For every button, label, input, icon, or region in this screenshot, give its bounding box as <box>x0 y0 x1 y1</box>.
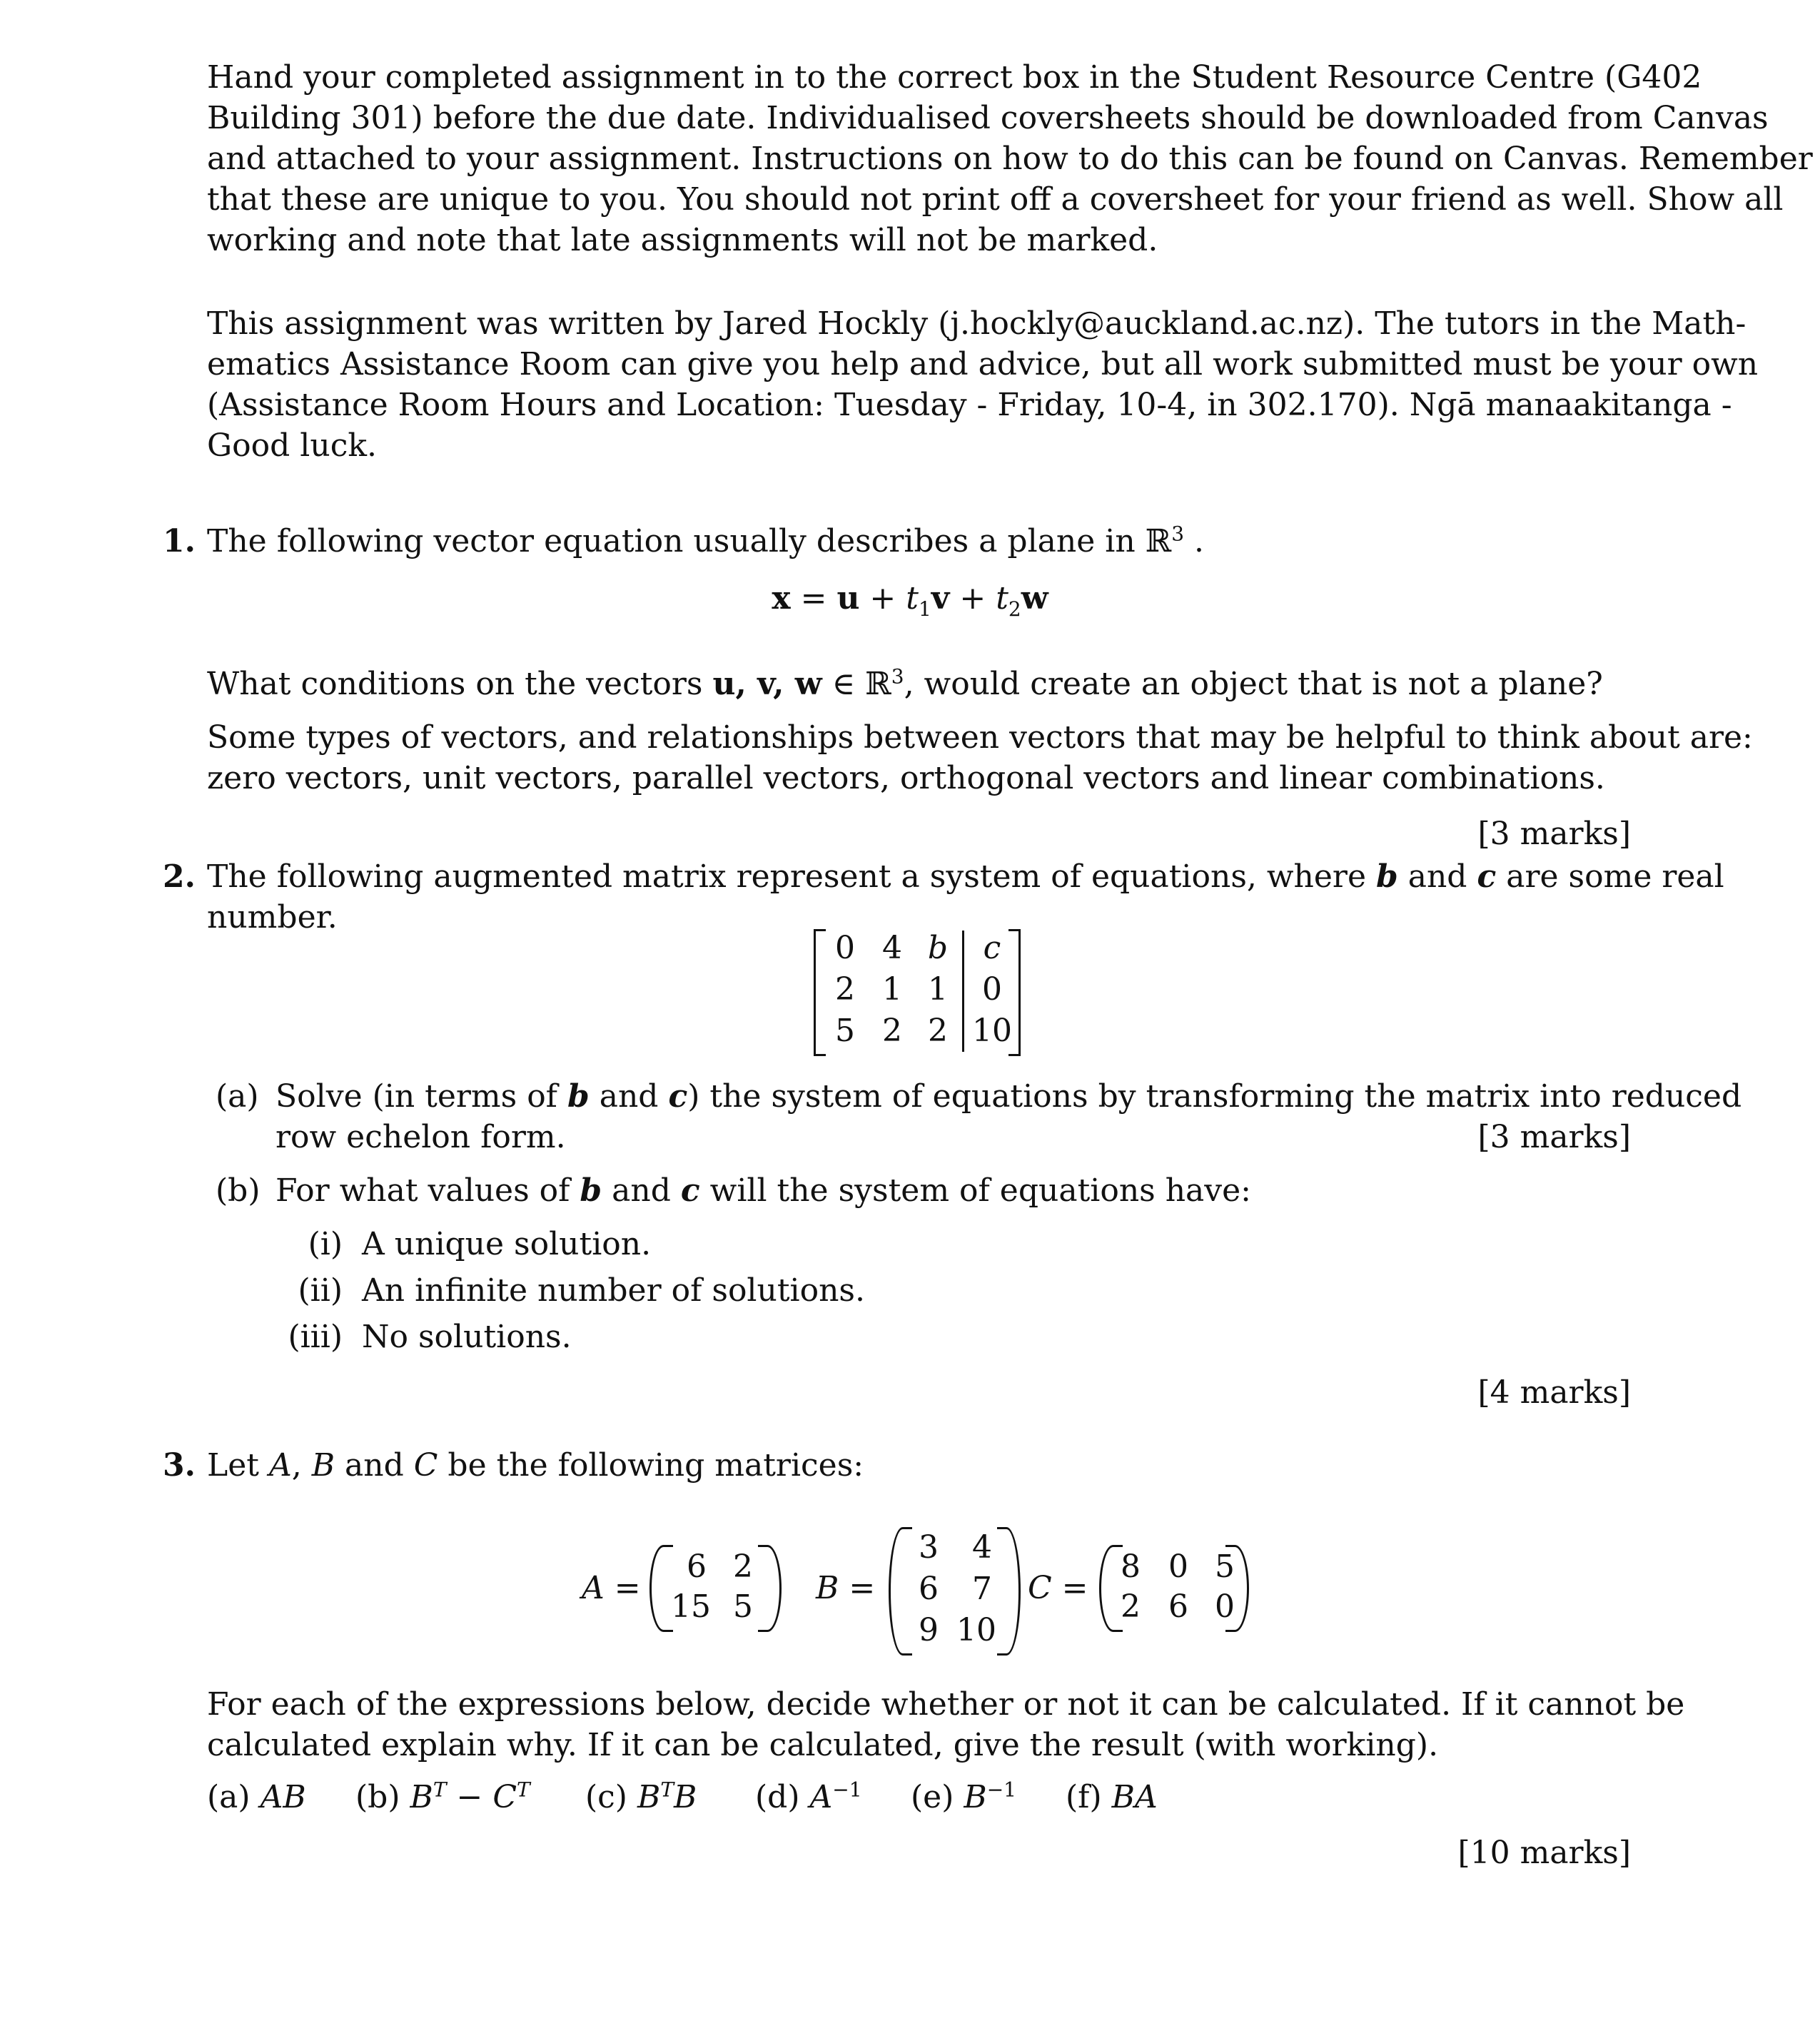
expr-label: (a) <box>207 1779 251 1815</box>
q1-cond-sup: 3 <box>891 664 904 689</box>
text-line: zero vectors, unit vectors, parallel vectors, orthogonal vectors and linear combinations. <box>207 760 1605 796</box>
q2b-label: (b) <box>216 1172 261 1209</box>
q3-stem-post: be the following matrices: <box>438 1447 864 1484</box>
matrix-cell: 10 <box>956 1612 996 1648</box>
expression-d <box>755 1777 862 1818</box>
matrix-cell: 0 <box>1168 1548 1188 1585</box>
question-1-conditions <box>207 664 1603 704</box>
text-line: Good luck. <box>207 427 377 464</box>
eq-plus: + <box>949 580 996 617</box>
matrix-cell: b <box>927 930 949 966</box>
matrix-cell: 15 <box>671 1588 711 1625</box>
eq-x: x <box>772 580 791 617</box>
question-2-stem <box>207 856 1724 938</box>
matrix-cell: 9 <box>919 1612 939 1648</box>
q2-var-c: c <box>1477 858 1497 895</box>
expr-rest: − C <box>446 1779 517 1815</box>
expr-main: BA <box>1111 1779 1158 1815</box>
text-line: and attached to your assignment. Instructions on how to do this can be found on Canvas. Remember <box>207 141 1813 177</box>
q2a-marks: [3 marks] <box>1477 1119 1631 1155</box>
matrix-cell: 1 <box>882 971 902 1008</box>
matrix-B <box>889 1527 1021 1656</box>
q2a-text <box>275 1076 1742 1157</box>
eq-v: v <box>931 580 950 617</box>
matrix-C <box>1099 1545 1249 1632</box>
matrix-B-label: B = <box>816 1570 876 1606</box>
matrix-cell: 4 <box>882 930 902 966</box>
q2b-and: and <box>602 1172 681 1209</box>
expr-main: AB <box>260 1779 306 1815</box>
text-line: For each of the expressions below, decide whether or not it can be calculated. If it cannot be <box>207 1686 1685 1723</box>
q2b-item-text: No solutions. <box>362 1319 572 1355</box>
expr-sup: T <box>660 1778 674 1802</box>
text-line: working and note that late assignments will not be marked. <box>207 222 1158 258</box>
q3-stem-pre: Let <box>207 1447 269 1484</box>
matrix-cell: 5 <box>1215 1548 1235 1585</box>
q2-stem-line <box>207 856 1724 897</box>
q2b-item-label: (ii) <box>298 1272 343 1309</box>
matrix-cell: 6 <box>1168 1588 1188 1625</box>
expr-rest: B <box>674 1779 697 1815</box>
q3-var-A: A <box>268 1447 292 1484</box>
expr-sup: T <box>433 1778 447 1802</box>
matrix-cell: 2 <box>882 1013 902 1049</box>
q2-var-b: b <box>1375 858 1398 895</box>
q1-cond-post: , would create an object that is not a plane? <box>904 666 1603 702</box>
left-paren <box>649 1545 673 1632</box>
matrix-cell: 7 <box>972 1571 992 1607</box>
matrix-cell: 6 <box>687 1548 707 1585</box>
text-line: Hand your completed assignment in to the correct box in the Student Resource Centre (G402 <box>207 59 1702 96</box>
eq-w: w <box>1021 580 1048 617</box>
expr-label: (c) <box>585 1779 627 1815</box>
eq-plus: + <box>859 580 906 617</box>
intro-paragraph-1 <box>207 57 1813 260</box>
matrix-cell: 2 <box>835 971 855 1008</box>
eq-t2-sub: 2 <box>1008 597 1021 621</box>
eq-t2: t <box>996 580 1008 617</box>
vector-equation <box>0 578 1820 619</box>
q2b-item-label: (i) <box>308 1226 343 1262</box>
expr-label: (b) <box>355 1779 400 1815</box>
q1-cond-in: ∈ ℝ <box>821 666 891 702</box>
expression-f <box>1066 1777 1158 1818</box>
matrix-cell: 5 <box>835 1013 855 1049</box>
augment-bar <box>962 931 964 1052</box>
matrix-cell: 10 <box>972 1013 1012 1049</box>
q2b-text <box>275 1170 1251 1211</box>
matrix-cell: 5 <box>733 1588 753 1625</box>
q1-stem-end: . <box>1184 523 1205 559</box>
question-2-marks: [4 marks] <box>1477 1374 1631 1411</box>
q2-stem-pre: The following augmented matrix represent a system of equations, where <box>207 858 1376 895</box>
text-line: ematics Assistance Room can give you help and advice, but all work submitted must be your own <box>207 346 1759 382</box>
matrix-cell: 2 <box>733 1548 753 1585</box>
expr-sup: −1 <box>986 1778 1016 1802</box>
text-line: This assignment was written by Jared Hockly (j.hockly@auckland.ac.nz). The tutors in the Math- <box>207 305 1746 342</box>
text-line: Some types of vectors, and relationships between vectors that may be helpful to think about are: <box>207 719 1753 756</box>
matrix-cell: 8 <box>1121 1548 1141 1585</box>
expression-e <box>911 1777 1016 1818</box>
q2b-item-text: A unique solution. <box>362 1226 652 1262</box>
text-line: calculated explain why. If it can be calculated, give the result (with working). <box>207 1727 1439 1763</box>
matrix-cell: 0 <box>1215 1588 1235 1625</box>
question-3-stem <box>207 1445 864 1486</box>
q1-stem-sup: 3 <box>1171 522 1185 546</box>
expression-a <box>207 1777 306 1818</box>
right-paren <box>758 1545 782 1632</box>
q1-cond-vectors: u, v, w <box>712 666 822 702</box>
expression-c <box>585 1777 697 1818</box>
matrix-cell: 2 <box>928 1013 948 1049</box>
right-paren <box>997 1527 1021 1656</box>
matrix-cell: 1 <box>928 971 948 1008</box>
text-line: that these are unique to you. You should not print off a coversheet for your friend as well. Show all <box>207 181 1784 218</box>
matrix-C-label: C = <box>1028 1570 1088 1606</box>
q2b-var-c: c <box>680 1172 700 1209</box>
question-1-hint <box>207 717 1753 799</box>
expr-main: B <box>964 1779 987 1815</box>
q2a-pre: Solve (in terms of <box>275 1078 567 1115</box>
matrix-A <box>649 1545 782 1632</box>
augmented-matrix <box>814 928 1021 1055</box>
expr-main: B <box>637 1779 661 1815</box>
matrix-cell: 4 <box>972 1529 992 1566</box>
expression-b <box>355 1777 530 1818</box>
expr-main: B <box>410 1779 433 1815</box>
q3-sep: , <box>291 1447 312 1484</box>
q1-cond-pre: What conditions on the vectors <box>207 666 713 702</box>
q2a-label: (a) <box>216 1078 259 1115</box>
q2b-var-b: b <box>580 1172 602 1209</box>
matrix-cell: 0 <box>982 971 1002 1008</box>
eq-t1: t <box>906 580 919 617</box>
eq-t1-sub: 1 <box>918 597 931 621</box>
matrix-cell: c <box>983 930 1001 966</box>
matrix-cell: 0 <box>835 930 855 966</box>
q2a-line <box>275 1076 1742 1117</box>
text-line: Building 301) before the due date. Individualised coversheets should be downloaded from Canvas <box>207 100 1769 136</box>
q3-var-C: C <box>413 1447 438 1484</box>
q2-stem-post: are some real <box>1496 858 1724 895</box>
intro-paragraph-2 <box>207 303 1759 466</box>
text-line: number. <box>207 899 338 936</box>
q3-var-B: B <box>311 1447 335 1484</box>
q2b-item-text: An infinite number of solutions. <box>362 1272 865 1309</box>
q2a-var-c: c <box>668 1078 688 1115</box>
q2a-and: and <box>589 1078 669 1115</box>
q2b-post: will the system of equations have: <box>699 1172 1252 1209</box>
matrix-cell: 2 <box>1121 1588 1141 1625</box>
q2b-pre: For what values of <box>275 1172 580 1209</box>
question-1-marks: [3 marks] <box>1477 816 1631 852</box>
q2b-item-label: (iii) <box>288 1319 343 1355</box>
expr-label: (f) <box>1066 1779 1102 1815</box>
expr-main: A <box>809 1779 833 1815</box>
matrix-cell: 3 <box>919 1529 939 1566</box>
q2a-var-b: b <box>567 1078 590 1115</box>
eq-u: u <box>836 580 860 617</box>
matrix-A-label: A = <box>582 1570 641 1606</box>
matrix-cell: 6 <box>919 1571 939 1607</box>
eq-equals: = <box>790 580 837 617</box>
expr-label: (e) <box>911 1779 954 1815</box>
text-line: row echelon form. <box>275 1119 566 1155</box>
expr-sup: −1 <box>832 1778 862 1802</box>
expr-sup: T <box>517 1778 530 1802</box>
expr-label: (d) <box>755 1779 800 1815</box>
question-3-number: 3. <box>163 1447 196 1484</box>
q2a-post: ) the system of equations by transforming the matrix into reduced <box>687 1078 1742 1115</box>
question-3-marks: [10 marks] <box>1457 1835 1631 1871</box>
text-line: (Assistance Room Hours and Location: Tuesday - Friday, 10-4, in 302.170). Ngā manaakitanga - <box>207 387 1732 423</box>
question-3-instructions <box>207 1684 1685 1765</box>
question-2-number: 2. <box>163 858 196 895</box>
q2-and: and <box>1397 858 1477 895</box>
q1-stem-text: The following vector equation usually describes a plane in ℝ <box>207 523 1172 559</box>
question-1-number: 1. <box>163 523 196 559</box>
q3-and: and <box>335 1447 414 1484</box>
question-1-stem <box>207 521 1204 562</box>
